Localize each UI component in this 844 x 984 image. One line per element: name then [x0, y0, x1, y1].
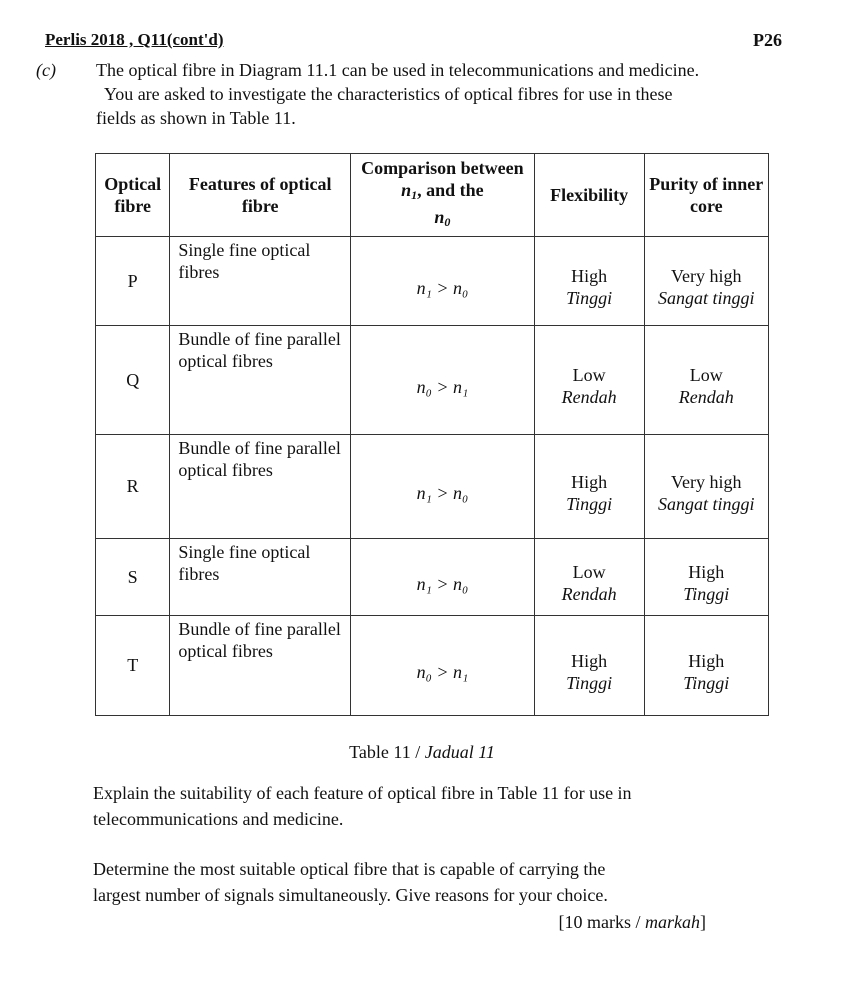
fibre-label: P	[96, 237, 170, 326]
fibre-label: R	[96, 435, 170, 539]
marks-my: markah	[645, 912, 700, 932]
explain-instruction	[93, 780, 632, 832]
question-label: (c)	[36, 60, 56, 80]
table-row	[96, 435, 769, 539]
purity-en: Very high	[671, 266, 742, 286]
header-flexibility: Flexibility	[534, 154, 644, 237]
fibre-comparison: n₁ > n₀	[351, 435, 535, 539]
question-source-header: Perlis 2018 , Q11(cont'd)	[45, 30, 224, 49]
table-row	[96, 326, 769, 435]
purity-my: Tinggi	[683, 584, 730, 604]
fibre-label: T	[96, 616, 170, 716]
header-comparison-text: Comparison between	[361, 158, 524, 178]
instruction-line: Determine the most suitable optical fibre that is capable of carrying the	[93, 859, 606, 879]
fibre-feature: Bundle of fine parallel optical fibres	[170, 326, 351, 435]
fibre-purity	[644, 616, 768, 716]
fibre-flexibility	[534, 237, 644, 326]
fibre-comparison: n₀ > n₁	[351, 326, 535, 435]
purity-en: High	[688, 650, 725, 671]
purity-en: High	[688, 562, 725, 582]
fibre-flexibility	[534, 616, 644, 716]
table-row	[96, 616, 769, 716]
flexibility-my: Rendah	[561, 584, 617, 604]
purity-my: Tinggi	[683, 672, 730, 693]
fibre-feature: Single fine optical fibres	[170, 539, 351, 616]
fibre-label: Q	[96, 326, 170, 435]
fibre-flexibility	[534, 539, 644, 616]
instruction-line: largest number of signals simultaneously. Give reasons for your choice.	[93, 885, 608, 905]
fibre-feature: Single fine optical fibres	[170, 237, 351, 326]
header-n-subscript: 0	[444, 215, 451, 229]
purity-en: Very high	[671, 471, 742, 492]
caption-en: Table 11 /	[349, 742, 425, 762]
determine-instruction	[93, 856, 608, 908]
fibre-purity	[644, 539, 768, 616]
optical-fibre-table	[95, 153, 769, 716]
flexibility-my: Tinggi	[566, 493, 613, 514]
marks-en: [10 marks /	[558, 912, 645, 932]
fibre-purity	[644, 435, 768, 539]
fibre-comparison: n₀ > n₁	[351, 616, 535, 716]
instruction-line: Explain the suitability of each feature of optical fibre in Table 11 for use in	[93, 783, 632, 803]
fibre-flexibility	[534, 326, 644, 435]
question-intro	[96, 58, 699, 130]
fibre-purity	[644, 326, 768, 435]
fibre-purity	[644, 237, 768, 326]
header-n-symbol: n	[434, 207, 445, 227]
instruction-line: telecommunications and medicine.	[93, 809, 344, 829]
header-comparison	[351, 154, 535, 237]
intro-line: fields as shown in Table 11.	[96, 108, 296, 128]
flexibility-en: High	[571, 650, 608, 671]
table-row	[96, 539, 769, 616]
header-n-subscript: 1	[411, 188, 418, 202]
header-n-symbol: n	[401, 180, 412, 200]
purity-my: Sangat tinggi	[658, 493, 755, 514]
flexibility-en: High	[571, 266, 608, 286]
fibre-comparison: n₁ > n₀	[351, 539, 535, 616]
intro-line: You are asked to investigate the characteristics of optical fibres for use in these	[104, 84, 673, 104]
flexibility-my: Tinggi	[566, 288, 613, 308]
fibre-label: S	[96, 539, 170, 616]
header-optical-fibre: Optical fibre	[96, 154, 170, 237]
flexibility-my: Rendah	[561, 387, 617, 407]
header-features: Features of optical fibre	[170, 154, 351, 237]
table-row	[96, 237, 769, 326]
intro-line: The optical fibre in Diagram 11.1 can be used in telecommunications and medicine.	[96, 60, 700, 80]
header-comparison-mid: , and the	[417, 180, 484, 200]
flexibility-en: Low	[572, 562, 606, 582]
header-purity: Purity of inner core	[644, 154, 768, 237]
fibre-feature: Bundle of fine parallel optical fibres	[170, 435, 351, 539]
purity-my: Rendah	[678, 387, 734, 407]
flexibility-my: Tinggi	[566, 672, 613, 693]
marks-close: ]	[700, 912, 706, 932]
page-number: P26	[753, 30, 782, 50]
caption-my: Jadual 11	[424, 742, 495, 762]
fibre-flexibility	[534, 435, 644, 539]
fibre-comparison: n₁ > n₀	[351, 237, 535, 326]
marks-allocation	[559, 912, 706, 933]
table-header-row	[96, 154, 769, 237]
table-caption	[0, 742, 844, 763]
purity-en: Low	[689, 365, 723, 385]
fibre-feature: Bundle of fine parallel optical fibres	[170, 616, 351, 716]
flexibility-en: High	[571, 471, 608, 492]
purity-my: Sangat tinggi	[658, 288, 755, 308]
flexibility-en: Low	[572, 365, 606, 385]
